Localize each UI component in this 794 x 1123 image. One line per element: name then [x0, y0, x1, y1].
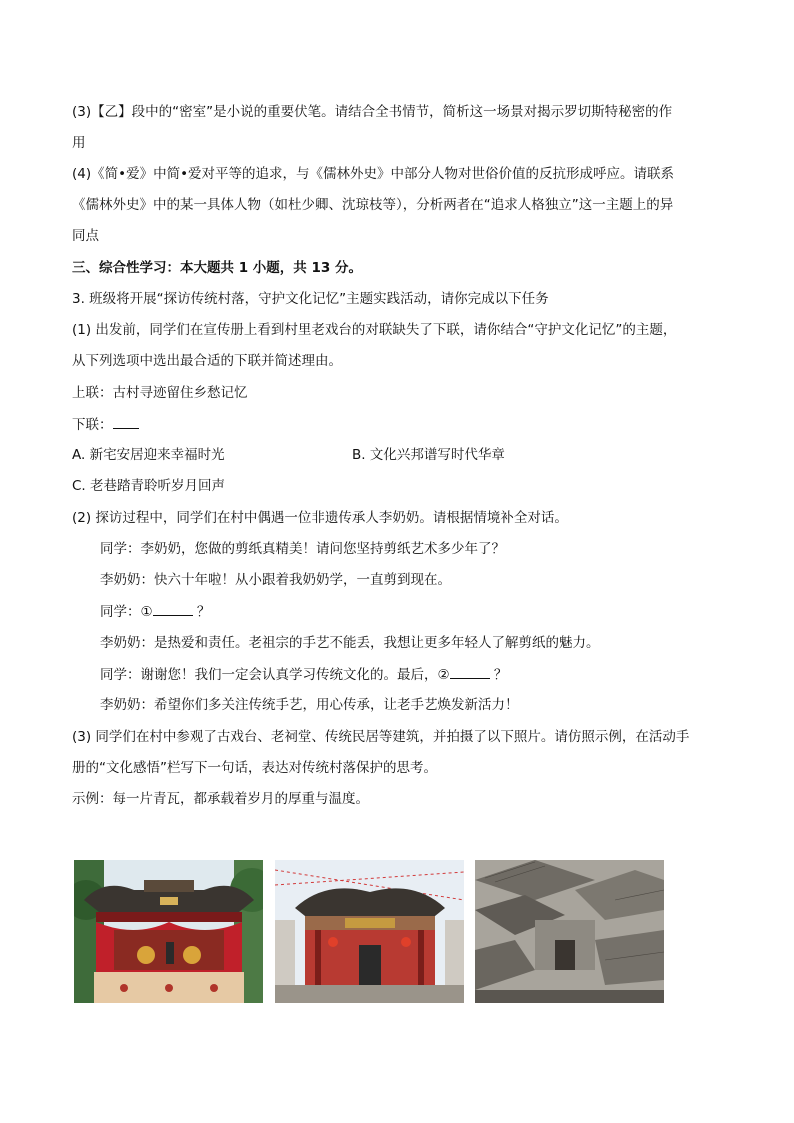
dialogue-line-1: 同学：李奶奶，您做的剪纸真精美！请问您坚持剪纸艺术多少年了？: [100, 541, 505, 557]
option-b: B. 文化兴邦谱写时代华章: [352, 447, 505, 463]
option-c: C. 老巷踏青聆听岁月回声: [72, 478, 226, 494]
task-1-line2: 从下列选项中选出最合适的下联并简述理由。: [72, 353, 342, 369]
option-a: A. 新宅安居迎来幸福时光: [72, 447, 225, 463]
dialogue-line-2: 李奶奶：快六十年啦！从小跟着我奶奶学，一直剪到现在。: [100, 572, 451, 588]
dialogue-line-4: 李奶奶：是热爱和责任。老祖宗的手艺不能丢，我想让更多年轻人了解剪纸的魅力。: [100, 635, 600, 651]
traditional-dwellings-photo: [475, 860, 664, 1003]
upper-couplet: 上联：古村寻迹留住乡愁记忆: [72, 385, 248, 401]
ancient-stage-photo: [74, 860, 263, 1003]
lower-couplet-row: [72, 414, 139, 434]
question-3-part-3-line2: 用: [72, 135, 86, 151]
dialogue-line-3: [100, 601, 210, 621]
question-3-intro: 3. 班级将开展“探访传统村落，守护文化记忆”主题实践活动，请你完成以下任务: [72, 291, 549, 307]
photo-row: [74, 860, 664, 1003]
dialogue-line-5-suffix: ？: [489, 667, 508, 683]
blank-2: [450, 664, 490, 679]
question-part-4-line3: 同点: [72, 228, 99, 244]
dialogue-line-6: 李奶奶：希望你们多关注传统手艺，用心传承，让老手艺焕发新活力！: [100, 697, 519, 713]
dialogue-line-3-suffix: ？: [192, 604, 211, 620]
question-3-part-3-line1: (3)【乙】段中的“密室”是小说的重要伏笔。请结合全书情节，简析这一场景对揭示罗切斯特秘密的作: [72, 104, 673, 120]
dialogue-line-5-prefix: 同学：谢谢您！我们一定会认真学习传统文化的。最后，②: [100, 667, 450, 683]
lower-couplet-label: 下联：: [72, 417, 113, 433]
dialogue-line-3-prefix: 同学：①: [100, 604, 153, 620]
task-2-intro: (2) 探访过程中，同学们在村中偶遇一位非遗传承人李奶奶。请根据情境补全对话。: [72, 510, 568, 526]
example-sentence: 示例：每一片青瓦，都承载着岁月的厚重与温度。: [72, 791, 369, 807]
blank-1: [153, 601, 193, 616]
task-3-line2: 册的“文化感悟”栏写下一句话，表达对传统村落保护的思考。: [72, 760, 437, 776]
question-part-4-line1: (4)《简•爱》中简•爱对平等的追求，与《儒林外史》中部分人物对世俗价值的反抗形成呼应。请联系: [72, 166, 675, 182]
dialogue-line-5: [100, 664, 507, 684]
old-ancestral-hall-photo: [275, 860, 464, 1003]
task-1-line1: (1) 出发前，同学们在宣传册上看到村里老戏台的对联缺失了下联，请你结合“守护文化记忆”的主题，: [72, 322, 677, 338]
task-3-line1: (3) 同学们在村中参观了古戏台、老祠堂、传统民居等建筑，并拍摄了以下照片。请仿照示例，在活动手: [72, 729, 690, 745]
lower-couplet-blank: [113, 414, 139, 429]
section-3-heading: 三、综合性学习：本大题共 1 小题，共 13 分。: [72, 260, 362, 276]
question-part-4-line2: 《儒林外史》中的某一具体人物（如杜少卿、沈琼枝等），分析两者在“追求人格独立”这一主题上的异: [72, 197, 674, 213]
